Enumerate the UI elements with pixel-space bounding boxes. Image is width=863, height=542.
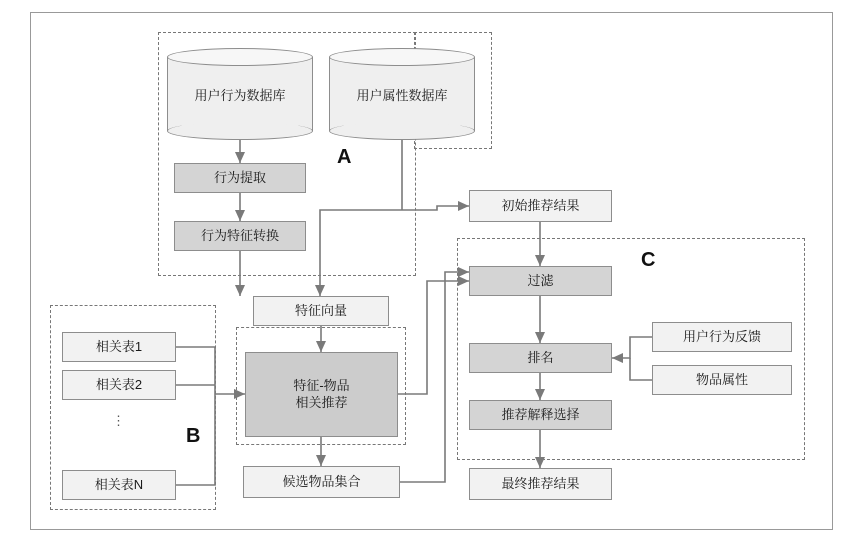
relation-table-ellipsis: ⋮: [112, 413, 126, 428]
node-recommend-explain-select: 推荐解释选择: [469, 400, 612, 430]
group-label-a: A: [337, 146, 352, 168]
db-user-behavior-label: 用户行为数据库: [194, 87, 286, 103]
node-relation-table-1: 相关表1: [62, 332, 176, 362]
node-ranking: 排名: [469, 343, 612, 373]
node-feature-item-recommend-line2: 相关推荐: [295, 394, 348, 410]
node-feature-vector: 特征向量: [253, 296, 389, 326]
node-relation-table-2: 相关表2: [62, 370, 176, 400]
node-candidate-item-set: 候选物品集合: [243, 466, 400, 498]
group-label-c: C: [641, 249, 656, 271]
node-filter: 过滤: [469, 266, 612, 296]
group-label-b: B: [186, 425, 201, 447]
node-item-attribute: 物品属性: [652, 365, 792, 395]
node-feature-item-recommend-line1: 特征-物品: [293, 378, 350, 394]
node-behavior-feature-transform: 行为特征转换: [174, 221, 306, 251]
db-user-behavior: [167, 48, 313, 140]
node-relation-table-n: 相关表N: [62, 470, 176, 500]
node-final-recommend-result: 最终推荐结果: [469, 468, 612, 500]
db-user-attribute-label: 用户属性数据库: [356, 87, 448, 103]
node-initial-recommend-result: 初始推荐结果: [469, 190, 612, 222]
db-user-attribute: [329, 48, 475, 140]
node-user-behavior-feedback: 用户行为反馈: [652, 322, 792, 352]
node-feature-item-recommend: [245, 352, 398, 437]
node-behavior-extract: 行为提取: [174, 163, 306, 193]
